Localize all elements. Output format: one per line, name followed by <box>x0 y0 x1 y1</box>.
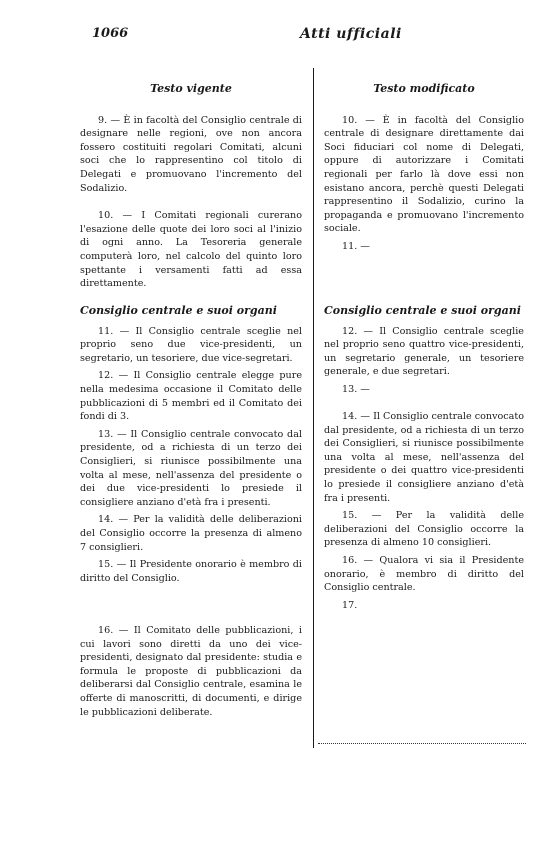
right-article-13: 13. — <box>342 383 370 395</box>
left-article-11: 11. — Il Consiglio centrale sceglie nel proprio seno due vice-presidenti, un segretario, un tesoriere, due vice-segretari. <box>80 325 302 364</box>
right-column-title: Testo modificato <box>373 82 475 95</box>
left-article-13: 13. — Il Consiglio centrale convocato dal presidente, od a richiesta di un terzo dei Consiglieri, si riunisce possibilmente una volta al mese, nell'assenza del presidente o dei due vice-presidenti lo presiede il consigliere anziano d'età fra i presenti. <box>80 428 302 508</box>
right-article-16: 16. — Qualora vi sia il Presidente onorario, è membro di diritto del Consiglio centrale. <box>324 554 524 594</box>
left-article-16: 16. — Il Comitato delle pubblicazioni, i cui lavori sono diretti da uno dei vice-presidenti, designato dal presidente: studia e formula le proposte di pubblicazioni da deliberarsi dal Consiglio centrale, esamina le offerte di manoscritti, di documenti, e dirige le pubblicazioni deliberate. <box>80 625 302 718</box>
right-article-11: 11. — <box>342 240 370 252</box>
right-section-title: Consiglio centrale e suoi organi <box>324 304 521 317</box>
right-article-17: 17. <box>342 599 358 611</box>
left-article-12: 12. — Il Consiglio centrale elegge pure nella medesima occasione il Comitato delle pubblicazioni di 5 membri ed il Comitato dei fondi di 3. <box>80 370 302 423</box>
right-article-14: 14. — Il Consiglio centrale convocato dal presidente, od a richiesta di un terzo dei Consiglieri, si riunisce possibilmente una volta al mese, nell'assenza del presidente o dei quattro vice-presidenti lo presiede il consigliere anziano d'età fra i presenti. <box>324 411 524 504</box>
left-article-15: 15. — Il Presidente onorario è membro di diritto del Consiglio. <box>80 559 302 584</box>
page-number: 1066 <box>92 26 129 41</box>
left-column-title: Testo vigente <box>150 82 232 95</box>
running-title: Atti ufficiali <box>300 26 402 42</box>
right-article-15: 15. — Per la validità delle deliberazioni del Consiglio occorre la presenza di almeno 10 consiglieri. <box>324 510 524 549</box>
dotted-rule <box>318 743 526 744</box>
right-article-10: 10. — È in facoltà del Consiglio centrale di designare direttamente dai Soci fiduciari col nome di Delegati, oppure di autorizzare i Comitati regionali per farlo là dove essi non esistano ancora, perchè questi Delegati rappresentino il Sodalizio, curino la propaganda e promuovano l'incremento sociale. <box>324 114 524 235</box>
column-divider <box>313 68 314 748</box>
left-column-bottom <box>80 624 302 723</box>
right-column-top <box>324 82 524 258</box>
right-article-12: 12. — Il Consiglio centrale sceglie nel proprio seno quattro vice-presidenti, un segretario generale, un tesoriere generale, e due segretari. <box>324 325 524 378</box>
right-column-bottom <box>324 410 524 616</box>
left-column-middle <box>80 304 302 589</box>
left-article-9: 9. — È in facoltà del Consiglio centrale di designare nelle regioni, ove non ancora fossero costituiti regolari Comitati, alcuni soci che lo rappresentino col titolo di Delegati e promuovano l'incremento del Sodalizio. <box>80 114 302 194</box>
left-article-10: 10. — I Comitati regionali curerano l'esazione delle quote dei loro soci al l'inizio di ogni anno. La Tesoreria generale computerà loro, nel calcolo del quinto loro spettante i versamenti fatti ad essa direttamente. <box>80 210 302 290</box>
right-column-middle <box>324 304 524 401</box>
left-article-14: 14. — Per la validità delle deliberazioni del Consiglio occorre la presenza di almeno 7 consiglieri. <box>80 514 302 553</box>
left-section-title: Consiglio centrale e suoi organi <box>80 304 277 317</box>
left-column-top <box>80 82 302 305</box>
